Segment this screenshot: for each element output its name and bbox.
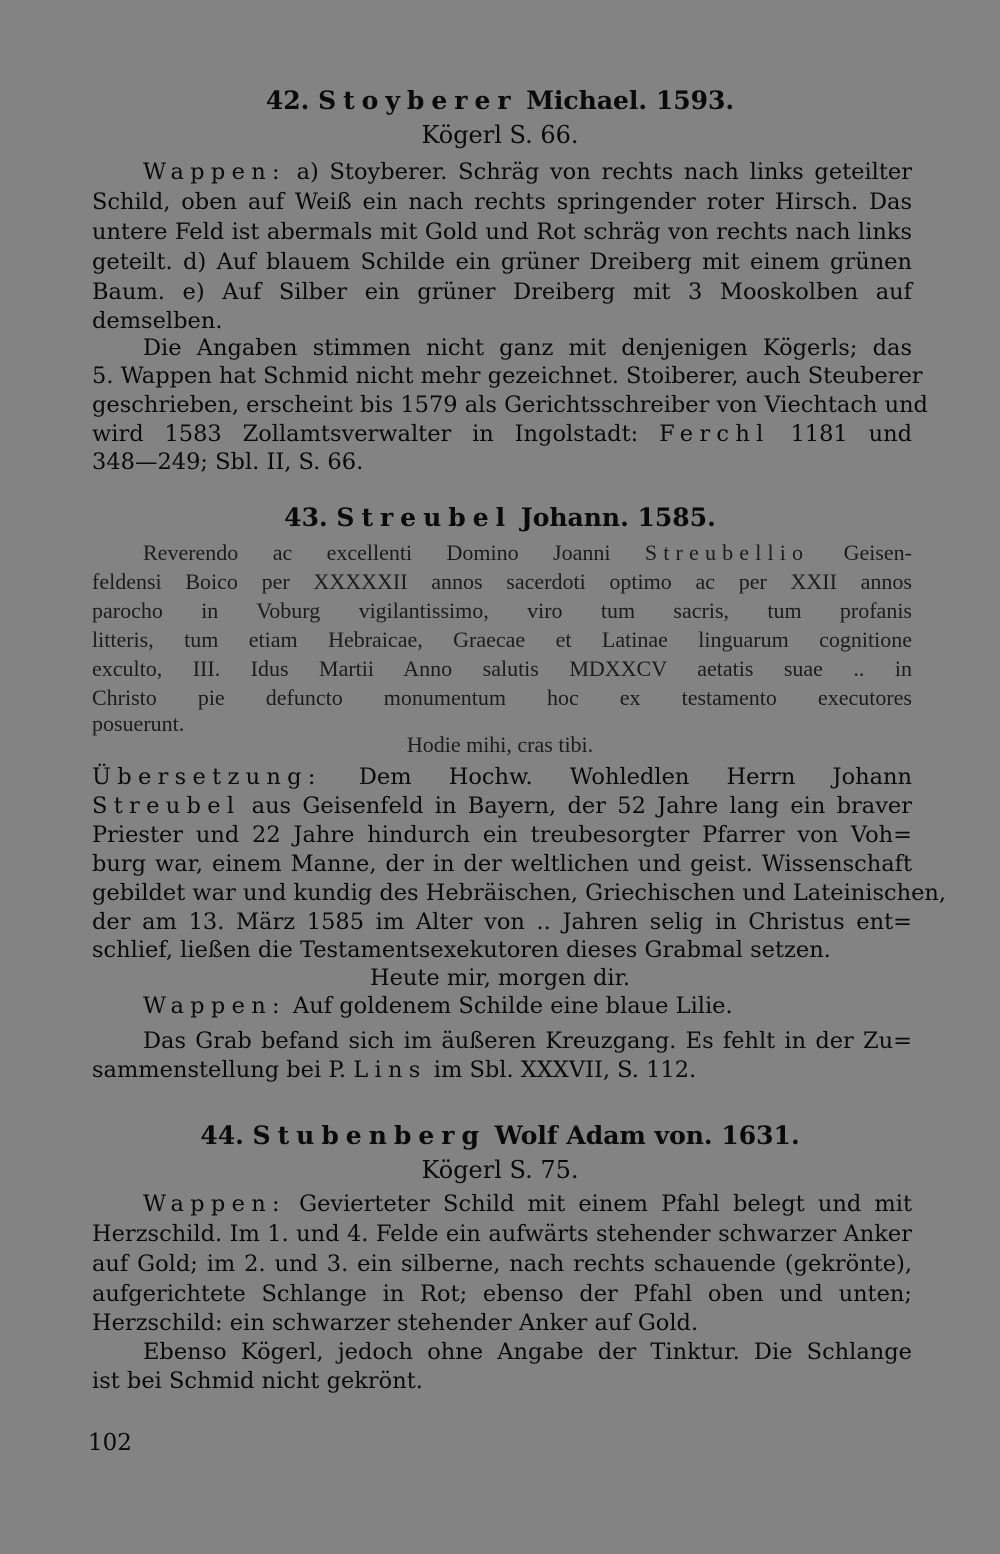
entry-44-line: Herzschild: ein schwarzer stehender Anker auf Gold. xyxy=(92,1310,699,1336)
translation-line: Priester und 22 Jahre hindurch ein treubesorgter Pfarrer von Voh= xyxy=(92,822,912,848)
entry-42-line: Wappen: a) Stoyberer. Schräg von rechts nach links geteilter xyxy=(143,159,912,185)
entry-44-line: aufgerichtete Schlange in Rot; ebenso der Pfahl oben und unten; xyxy=(92,1281,912,1307)
entry-42-line: Die Angaben stimmen nicht ganz mit denjenigen Kögerls; das xyxy=(143,335,912,361)
entry-43-grave-line: Das Grab befand sich im äußeren Kreuzgang. Es fehlt in der Zu= xyxy=(143,1028,912,1054)
entry-42-line: Schild, oben auf Weiß ein nach rechts springender roter Hirsch. Das xyxy=(92,189,912,215)
entry-44-line: Wappen: Gevierteter Schild mit einem Pfahl belegt und mit xyxy=(143,1191,913,1217)
entry-42-line: geteilt. d) Auf blauem Schilde ein grüner Dreiberg mit einem grünen xyxy=(92,249,912,275)
entry-42-reference: Kögerl S. 66. xyxy=(421,121,579,149)
entry-44-heading: 44. Stubenberg Wolf Adam von. 1631. xyxy=(200,1121,800,1150)
entry-42-line: Baum. e) Auf Silber ein grüner Dreiberg mit 3 Mooskolben auf xyxy=(92,279,912,305)
translation-line: gebildet war und kundig des Hebräischen, Griechischen und Lateinischen, xyxy=(92,880,947,906)
entry-44-reference: Kögerl S. 75. xyxy=(421,1156,579,1184)
entry-42-line: demselben. xyxy=(92,308,223,334)
entry-42-heading: 42. Stoyberer Michael. 1593. xyxy=(265,86,735,115)
entry-42-line: 348—249; Sbl. II, S. 66. xyxy=(92,449,364,475)
latin-epitaph-line: parocho in Voburg vigilantissimo, viro tum sacris, tum profanis xyxy=(92,598,912,623)
entry-43-wappen: Wappen: Auf goldenem Schilde eine blaue Lilie. xyxy=(143,993,733,1019)
entry-44-line: Herzschild. Im 1. und 4. Felde ein aufwärts stehender schwarzer Anker xyxy=(92,1221,912,1247)
entry-43-heading: 43. Streubel Johann. 1585. xyxy=(284,503,716,532)
entry-42-line: 5. Wappen hat Schmid nicht mehr gezeichnet. Stoiberer, auch Steuberer xyxy=(92,363,923,389)
entry-43-grave-line: sammenstellung bei P. Lins im Sbl. XXXVII, S. 112. xyxy=(92,1057,697,1083)
entry-44-line: ist bei Schmid nicht gekrönt. xyxy=(92,1368,423,1394)
latin-epitaph-line: posuerunt. xyxy=(92,711,185,736)
translation-line: burg war, einem Manne, der in der weltlichen und geist. Wissenschaft xyxy=(92,851,912,877)
latin-epitaph-line: exculto, III. Idus Martii Anno salutis MDXXCV aetatis suae .. in xyxy=(92,656,912,681)
latin-epitaph-line: litteris, tum etiam Hebraicae, Graecae et Latinae linguarum cognitione xyxy=(92,627,912,652)
latin-epitaph-line: feldensi Boico per XXXXXII annos sacerdoti optimo ac per XXII annos xyxy=(92,569,912,594)
latin-motto: Hodie mihi, cras tibi. xyxy=(406,732,594,757)
entry-44-line: Ebenso Kögerl, jedoch ohne Angabe der Tinktur. Die Schlange xyxy=(143,1339,912,1365)
translation-line: der am 13. März 1585 im Alter von .. Jahren selig in Christus ent= xyxy=(92,909,912,935)
page-number: 102 xyxy=(88,1430,132,1456)
latin-epitaph-line: Reverendo ac excellenti Domino Joanni Streubellio Geisen- xyxy=(143,540,913,565)
translation-line: schlief, ließen die Testamentsexekutoren dieses Grabmal setzen. xyxy=(92,937,831,963)
entry-44-line: auf Gold; im 2. und 3. ein silberne, nach rechts schauende (gekrönte), xyxy=(92,1251,912,1277)
latin-epitaph-line: Christo pie defuncto monumentum hoc ex testamento executores xyxy=(92,685,912,710)
entry-42-line: wird 1583 Zollamtsverwalter in Ingolstadt: Ferchl 1181 und xyxy=(92,421,912,447)
translation-line: Übersetzung: Dem Hochw. Wohledlen Herrn Johann xyxy=(92,764,912,790)
german-motto: Heute mir, morgen dir. xyxy=(369,965,631,991)
entry-42-line: geschrieben, erscheint bis 1579 als Gerichtsschreiber von Viechtach und xyxy=(92,392,928,418)
entry-42-line: untere Feld ist abermals mit Gold und Rot schräg von rechts nach links xyxy=(92,219,912,245)
translation-line: Streubel aus Geisenfeld in Bayern, der 52 Jahre lang ein braver xyxy=(92,793,912,819)
